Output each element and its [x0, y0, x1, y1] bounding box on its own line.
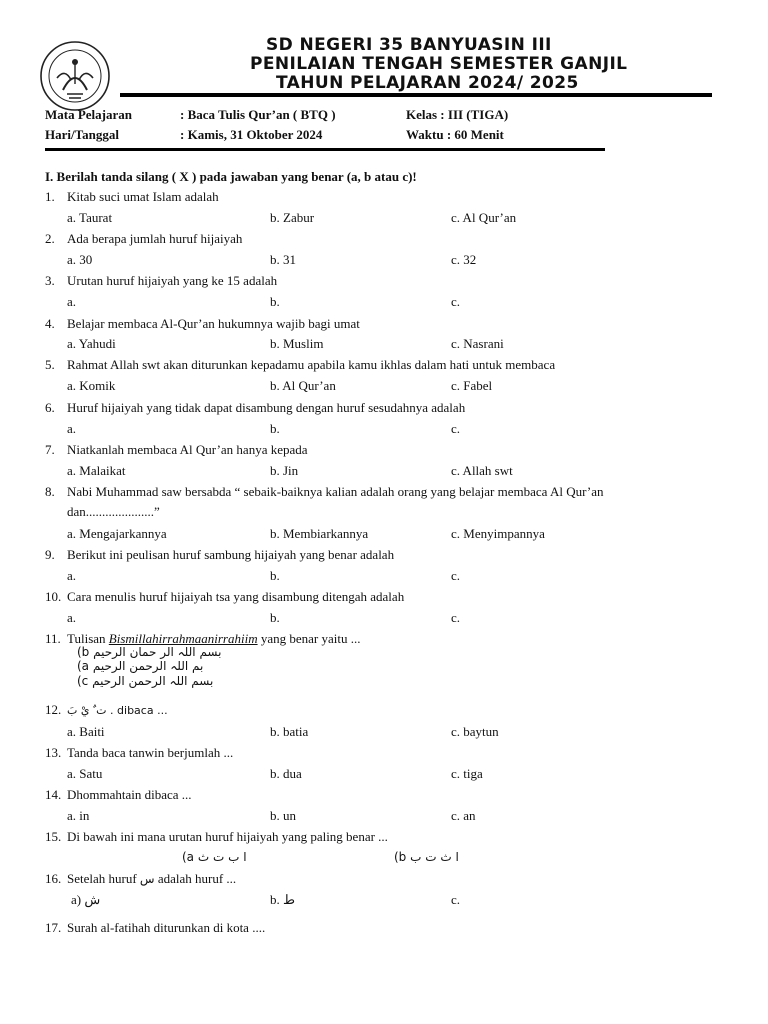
q9-option-c: c. [451, 568, 461, 583]
question-6: 6. Huruf hijaiyah yang tidak dapat disambung dengan huruf sesudahnya adalah [45, 400, 466, 415]
q12-option-a: a. Baiti [67, 724, 105, 739]
q10-option-a: a. [67, 610, 77, 625]
question-14: 14. Dhommahtain dibaca ... [45, 787, 192, 802]
q4-option-a: a. Yahudi [67, 336, 116, 351]
q6-option-b: b. [270, 421, 280, 436]
q1-option-b: b. Zabur [270, 210, 315, 225]
q13-option-c: c. tiga [451, 766, 483, 781]
q9-option-b: b. [270, 568, 280, 583]
q11-option-a: (a بم اللہ الرحمن الرحیم [77, 659, 204, 673]
question-15: 15. Di bawah ini mana urutan huruf hijaiyah yang paling benar ... [45, 829, 388, 844]
question-12: 12. ت ٌ يْ بَ . dibaca ... [45, 702, 168, 717]
q15-option-b: (b ا ث ت ب [394, 850, 459, 864]
q9-option-a: a. [67, 568, 77, 583]
q14-option-a: a. in [67, 808, 90, 823]
question-10: 10. Cara menulis huruf hijaiyah tsa yang disambung ditengah adalah [45, 589, 405, 604]
question-2: 2. Ada berapa jumlah huruf hijaiyah [45, 231, 243, 246]
time-value: Waktu : 60 Menit [406, 127, 504, 142]
q5-option-c: c. Fabel [451, 378, 493, 393]
question-11: 11. Tulisan Bismillahirrahmaanirrahiim yang benar yaitu ... [45, 631, 361, 646]
question-8: 8. Nabi Muhammad saw bersabda “ sebaik-baiknya kalian adalah orang yang belajar membaca Al Qur’an [45, 484, 604, 499]
q7-option-b: b. Jin [270, 463, 299, 478]
q7-option-c: c. Allah swt [451, 463, 513, 478]
question-7: 7. Niatkanlah membaca Al Qur’an hanya kepada [45, 442, 308, 457]
info-divider [45, 148, 605, 151]
q6-option-c: c. [451, 421, 461, 436]
q13-option-a: a. Satu [67, 766, 103, 781]
subject-label: Mata Pelajaran [45, 107, 133, 122]
q11-option-b: (b بسم اللہ الر حمان الرحیم [77, 645, 222, 659]
question-9: 9. Berikut ini peulisan huruf sambung hijaiyah yang benar adalah [45, 547, 395, 562]
q7-option-a: a. Malaikat [67, 463, 126, 478]
q6-option-a: a. [67, 421, 77, 436]
q2-option-c: c. 32 [451, 252, 477, 267]
q16-option-b: b. ط [270, 892, 296, 907]
q12-option-b: b. batia [270, 724, 309, 739]
q14-option-b: b. un [270, 808, 296, 823]
q1-option-a: a. Taurat [67, 210, 113, 225]
q14-option-c: c. an [451, 808, 476, 823]
document-title [190, 36, 730, 93]
instruction: I. Berilah tanda silang ( X ) pada jawaban yang benar (a, b atau c)! [45, 169, 417, 184]
question-13: 13. Tanda baca tanwin berjumlah ... [45, 745, 234, 760]
academic-year: TAHUN PELAJARAN 2024/ 2025 [276, 73, 579, 93]
q12-option-c: c. baytun [451, 724, 499, 739]
exam-name: PENILAIAN TENGAH SEMESTER GANJIL [250, 54, 628, 74]
q4-option-c: c. Nasrani [451, 336, 504, 351]
q13-option-b: b. dua [270, 766, 302, 781]
q3-option-b: b. [270, 294, 280, 309]
question-5: 5. Rahmat Allah swt akan diturunkan kepadamu apabila kamu ikhlas dalam hati untuk membaca [45, 357, 556, 372]
q8-option-c: c. Menyimpannya [451, 526, 545, 541]
date-value: : Kamis, 31 Oktober 2024 [180, 127, 323, 142]
q1-option-c: c. Al Qur’an [451, 210, 517, 225]
q8-option-a: a. Mengajarkannya [67, 526, 167, 541]
q16-option-c: c. [451, 892, 461, 907]
q2-option-a: a. 30 [67, 252, 93, 267]
q8-option-b: b. Membiarkannya [270, 526, 369, 541]
q3-option-c: c. [451, 294, 461, 309]
class-value: Kelas : III (TIGA) [406, 107, 509, 122]
q5-option-a: a. Komik [67, 378, 116, 393]
subject-value: : Baca Tulis Qur’an ( BTQ ) [180, 107, 336, 122]
question-16: 16. Setelah huruf س adalah huruf ... [45, 871, 237, 886]
question-1: 1. Kitab suci umat Islam adalah [45, 189, 219, 204]
q10-option-b: b. [270, 610, 280, 625]
q2-option-b: b. 31 [270, 252, 296, 267]
question-3: 3. Urutan huruf hijaiyah yang ke 15 adalah [45, 273, 278, 288]
question-4: 4. Belajar membaca Al-Qur’an hukumnya wajib bagi umat [45, 316, 360, 331]
question-17: 17. Surah al-fatihah diturunkan di kota .... [45, 920, 266, 935]
q4-option-b: b. Muslim [270, 336, 324, 351]
question-8-continuation: dan.....................” [67, 504, 160, 519]
q15-option-a: (a ا ب ت ث [182, 850, 247, 864]
q16-option-a: a) ش [71, 892, 101, 907]
q10-option-c: c. [451, 610, 461, 625]
q3-option-a: a. [67, 294, 77, 309]
q5-option-b: b. Al Qur’an [270, 378, 336, 393]
school-name: SD NEGERI 35 BANYUASIN III [266, 35, 552, 55]
header-divider [120, 93, 712, 97]
date-label: Hari/Tanggal [45, 127, 119, 142]
q11-option-c: (c بسم اللہ الرحمن الرحیم [77, 674, 214, 688]
